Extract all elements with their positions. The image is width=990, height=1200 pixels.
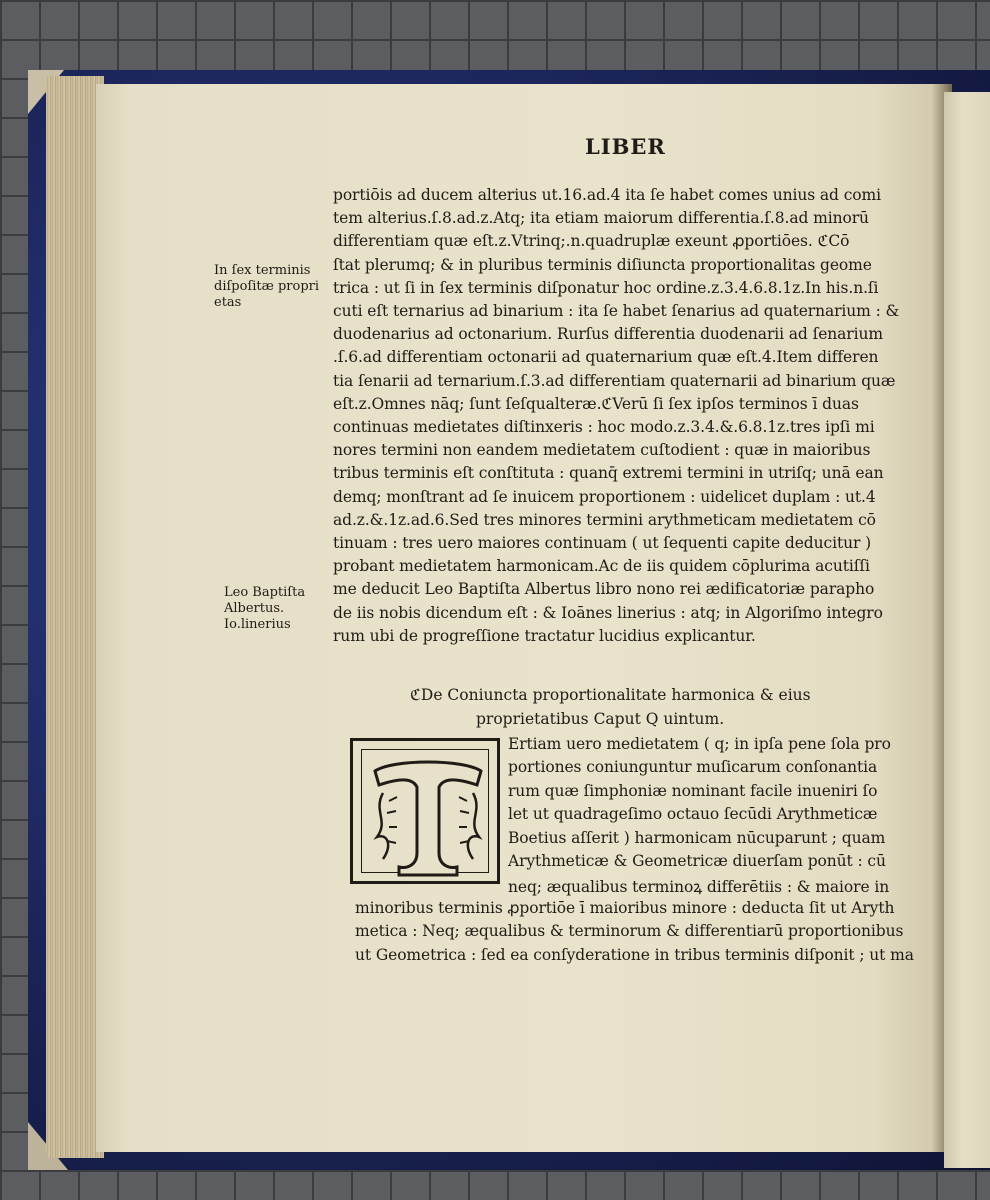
body-line: .ſ.6.ad differentiam octonarii ad quaternarium quæ eſt.4.Item differen	[333, 348, 879, 367]
margin-note-line: Leo Baptiſta	[224, 585, 306, 600]
margin-note-line: diſpoſitæ propri	[214, 279, 320, 294]
chapter-line: metica : Neq; æqualibus & terminorum & differentiarū proportionibus	[355, 922, 904, 941]
margin-note-line: etas	[214, 295, 242, 310]
chapter-line: Ertiam uero medietatem ( q; in ipſa pene ſola pro	[508, 735, 891, 753]
body-line: me deducit Leo Baptiſta Albertus libro nono rei ædificatoriæ parapho	[333, 580, 875, 599]
chapter-line: Arythmeticæ & Geometricæ diuerſam ponūt : cū	[508, 852, 886, 870]
body-line: tia ſenarii ad ternarium.ſ.3.ad differentiam quaternarii ad binarium quæ	[333, 371, 896, 390]
chapter-line: portiones coniunguntur muſicarum conſonantia	[508, 758, 878, 777]
body-line: demq; monſtrant ad ſe inuicem proportionem : uidelicet duplam : ut.4	[333, 487, 876, 506]
body-line: de iis nobis dicendum eſt : & Ioānes linerius : atq; in Algoriſmo integro	[333, 603, 883, 622]
chapter-line: minoribus terminis ꝓportiōe ī maioribus minore : deducta ſit ut Aryth	[355, 898, 895, 917]
body-line: rum ubi de progreſſione tractatur lucidius explicantur.	[333, 626, 756, 645]
body-line: ſtat plerumq; & in pluribus terminis diſiuncta proportionalitas geome	[333, 255, 872, 274]
chapter-heading-line: proprietatibus Caput Q uintum.	[476, 710, 725, 728]
body-line: continuas medietates diſtinxeris : hoc modo.z.3.4.&.6.8.1z.tres ipſi mi	[333, 418, 875, 436]
body-line: probant medietatem harmonicam.Ac de iis quidem cōplurima acutiſſi	[333, 557, 870, 576]
body-line: tem alterius.ſ.8.ad.z.Atq; ita etiam maiorum differentia.ſ.8.ad minorū	[333, 209, 869, 228]
body-line: differentiam quæ eſt.z.Vtrinq;.n.quadruplæ exeunt ꝓportiōes. ℭCō	[333, 232, 850, 251]
body-line: portiōis ad ducem alterius ut.16.ad.4 ita ſe habet comes unius ad comi	[333, 186, 881, 204]
margin-note-line: Albertus.	[224, 601, 285, 616]
body-line: duodenarius ad octonarium. Rurſus differentia duodenarii ad ſenarium	[333, 325, 883, 344]
margin-note-line: Io.linerius	[224, 617, 291, 632]
chapter-heading-line: ℭDe Coniuncta proportionalitate harmonica & eius	[410, 686, 811, 704]
running-head: LIBER	[585, 134, 666, 159]
body-line: tinuam : tres uero maiores continuam ( ut ſequenti capite deducitur )	[333, 534, 872, 552]
margin-note-properties	[214, 263, 319, 311]
chapter-line: let ut quadrageſimo octauo ſecūdi Arythmeticæ	[508, 805, 878, 824]
body-line: nores termini non eandem medietatem cuſtodient : quæ in maioribus	[333, 441, 871, 460]
body-line: ad.z.&.1z.ad.6.Sed tres minores termini arythmeticam medietatem cō	[333, 510, 876, 529]
facing-page-edge	[944, 92, 990, 1168]
chapter-line: neq; æqualibus terminoꝝ differētiis : & maiore in	[508, 878, 890, 897]
chapter-line: ut Geometrica : ſed ea conſyderatione in tribus terminis diſponit ; ut ma	[355, 945, 914, 964]
body-line: trica : ut ſi in ſex terminis diſponatur hoc ordine.z.3.4.6.8.1z.In his.n.ſi	[333, 278, 879, 297]
initial-ornament-icon	[353, 741, 503, 887]
margin-note-line: In ſex terminis	[214, 263, 311, 278]
body-line: cuti eſt ternarius ad binarium : ita ſe habet ſenarius ad quaternarium : &	[333, 302, 900, 320]
chapter-line: rum quæ ſimphoniæ nominant facile inueniri ſo	[508, 781, 878, 800]
chapter-line: Boetius aſſerit ) harmonicam nūcuparunt ; quam	[508, 828, 886, 847]
body-line: tribus terminis eſt conſtituta : quanq̄ extremi termini in utriſq; unā ean	[333, 464, 884, 483]
body-line: eſt.z.Omnes nāq; ſunt ſeſqualteræ.ℭVerū ſi ſex ipſos terminos ī duas	[333, 394, 859, 413]
margin-note-authors	[224, 585, 305, 633]
decorated-initial-t	[350, 738, 500, 884]
